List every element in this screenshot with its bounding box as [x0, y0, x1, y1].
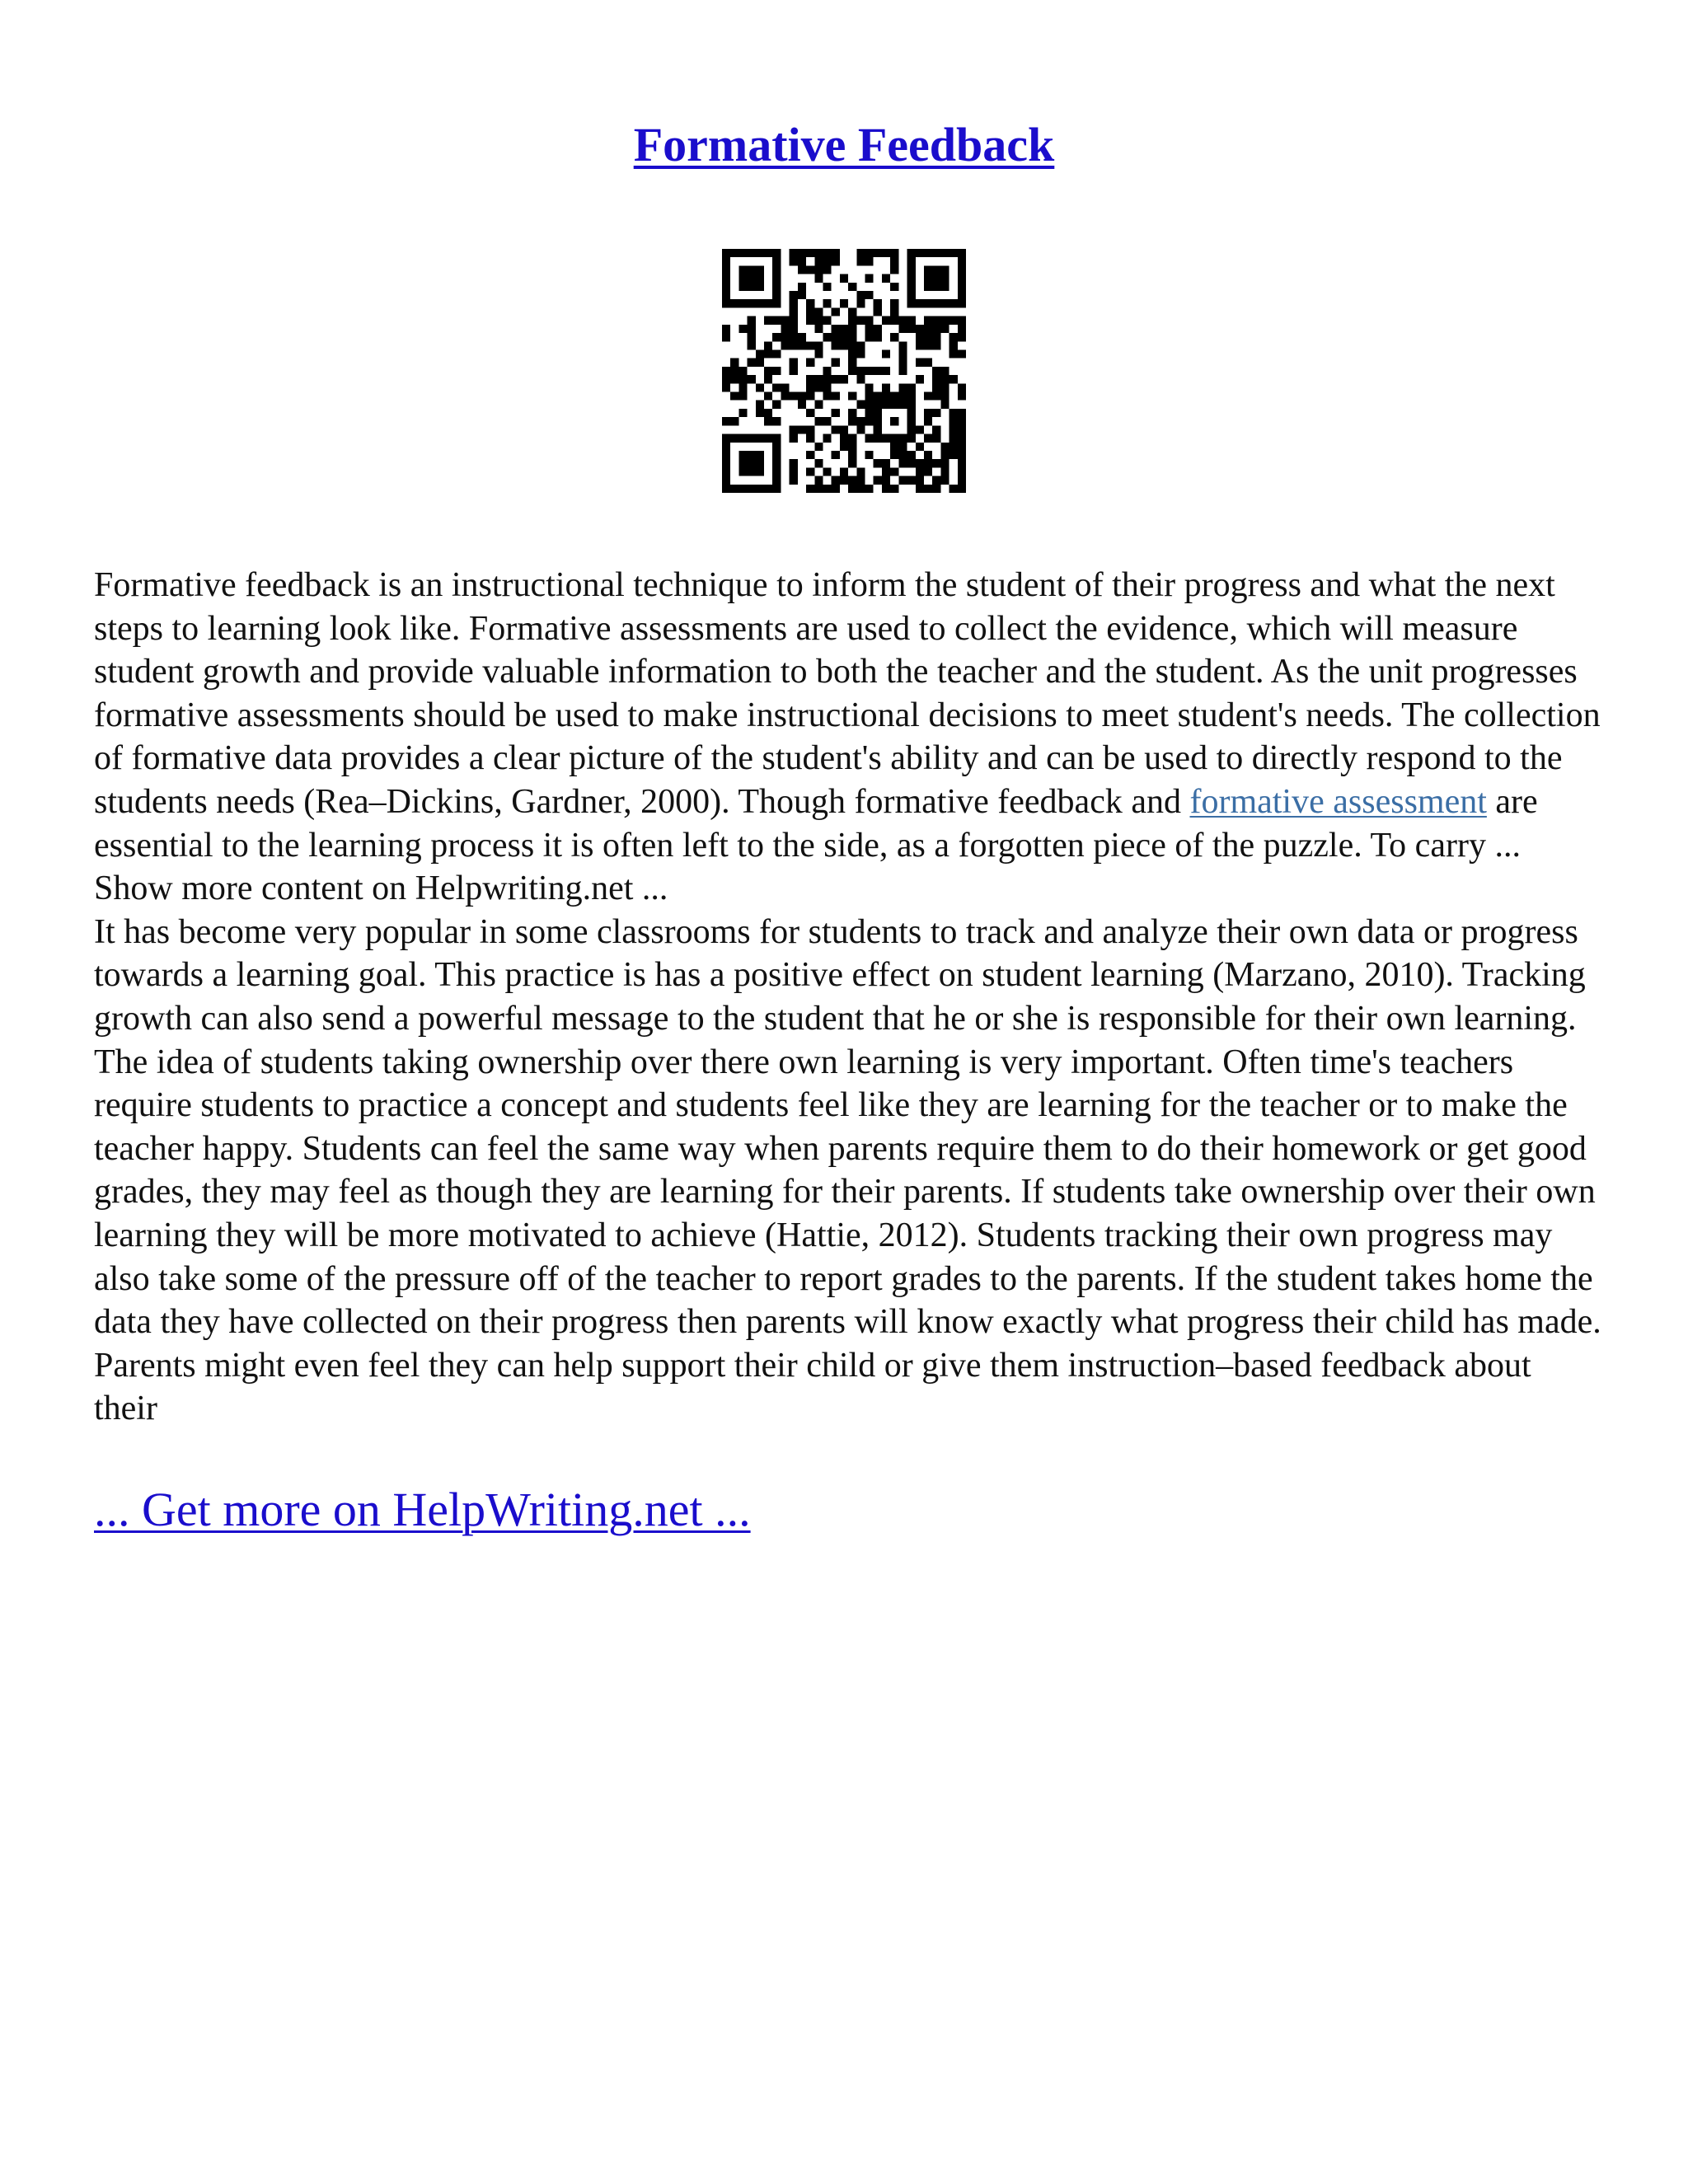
article-body	[94, 564, 1602, 1431]
paragraph-2: It has become very popular in some classrooms for students to track and analyze their own data or progress towards a learning goal. This practice is has a positive effect on student learning (Marzano, 2010). Tracking growth can also send a powerful message to the student that he or she is responsible for their own learning. The idea of students taking ownership over there own learning is very important. Often time's teachers require students to practice a concept and students feel like they are learning for the teacher or to make the teacher happy. Students can feel the same way when parents require them to do their homework or get good grades, they may feel as though they are learning for their parents. If students take ownership over their own learning they will be more motivated to achieve (Hattie, 2012). Students tracking their own progress may also take some of the pressure off of the teacher to report grades to the parents. If the student takes home the data they have collected on their progress then parents will know exactly what progress their child has made. Parents might even feel they can help support their child or give them instruction–based feedback about their	[94, 912, 1601, 1428]
get-more-link[interactable]: ... Get more on HelpWriting.net ...	[94, 1483, 751, 1536]
qr-code-icon	[722, 249, 966, 493]
formative-assessment-link[interactable]: formative assessment	[1189, 782, 1487, 821]
paragraph-1-text-start: Formative feedback is an instructional technique to inform the student of their progress and what the next steps to learning look like. Formative assessments are used to collect the evidence, which will measure student growth and provide valuable information to both the teacher and the student. As the unit progresses formative assessments should be used to make instructional decisions to meet student's needs. The collection of formative data provides a clear picture of the student's ability and can be used to directly respond to the students needs (Rea–Dickins, Gardner, 2000). Though formative feedback and	[94, 566, 1601, 821]
title-link[interactable]: Formative Feedback	[633, 118, 1055, 171]
get-more-link-container	[94, 1480, 751, 1540]
page-title	[0, 115, 1688, 175]
paragraph-1	[94, 564, 1602, 911]
paragraph-1-text-end: are essential to the learning process it is often left to the side, as a forgotten piece of the puzzle. To carry ... Show more content on Helpwriting.net ...	[94, 782, 1538, 908]
